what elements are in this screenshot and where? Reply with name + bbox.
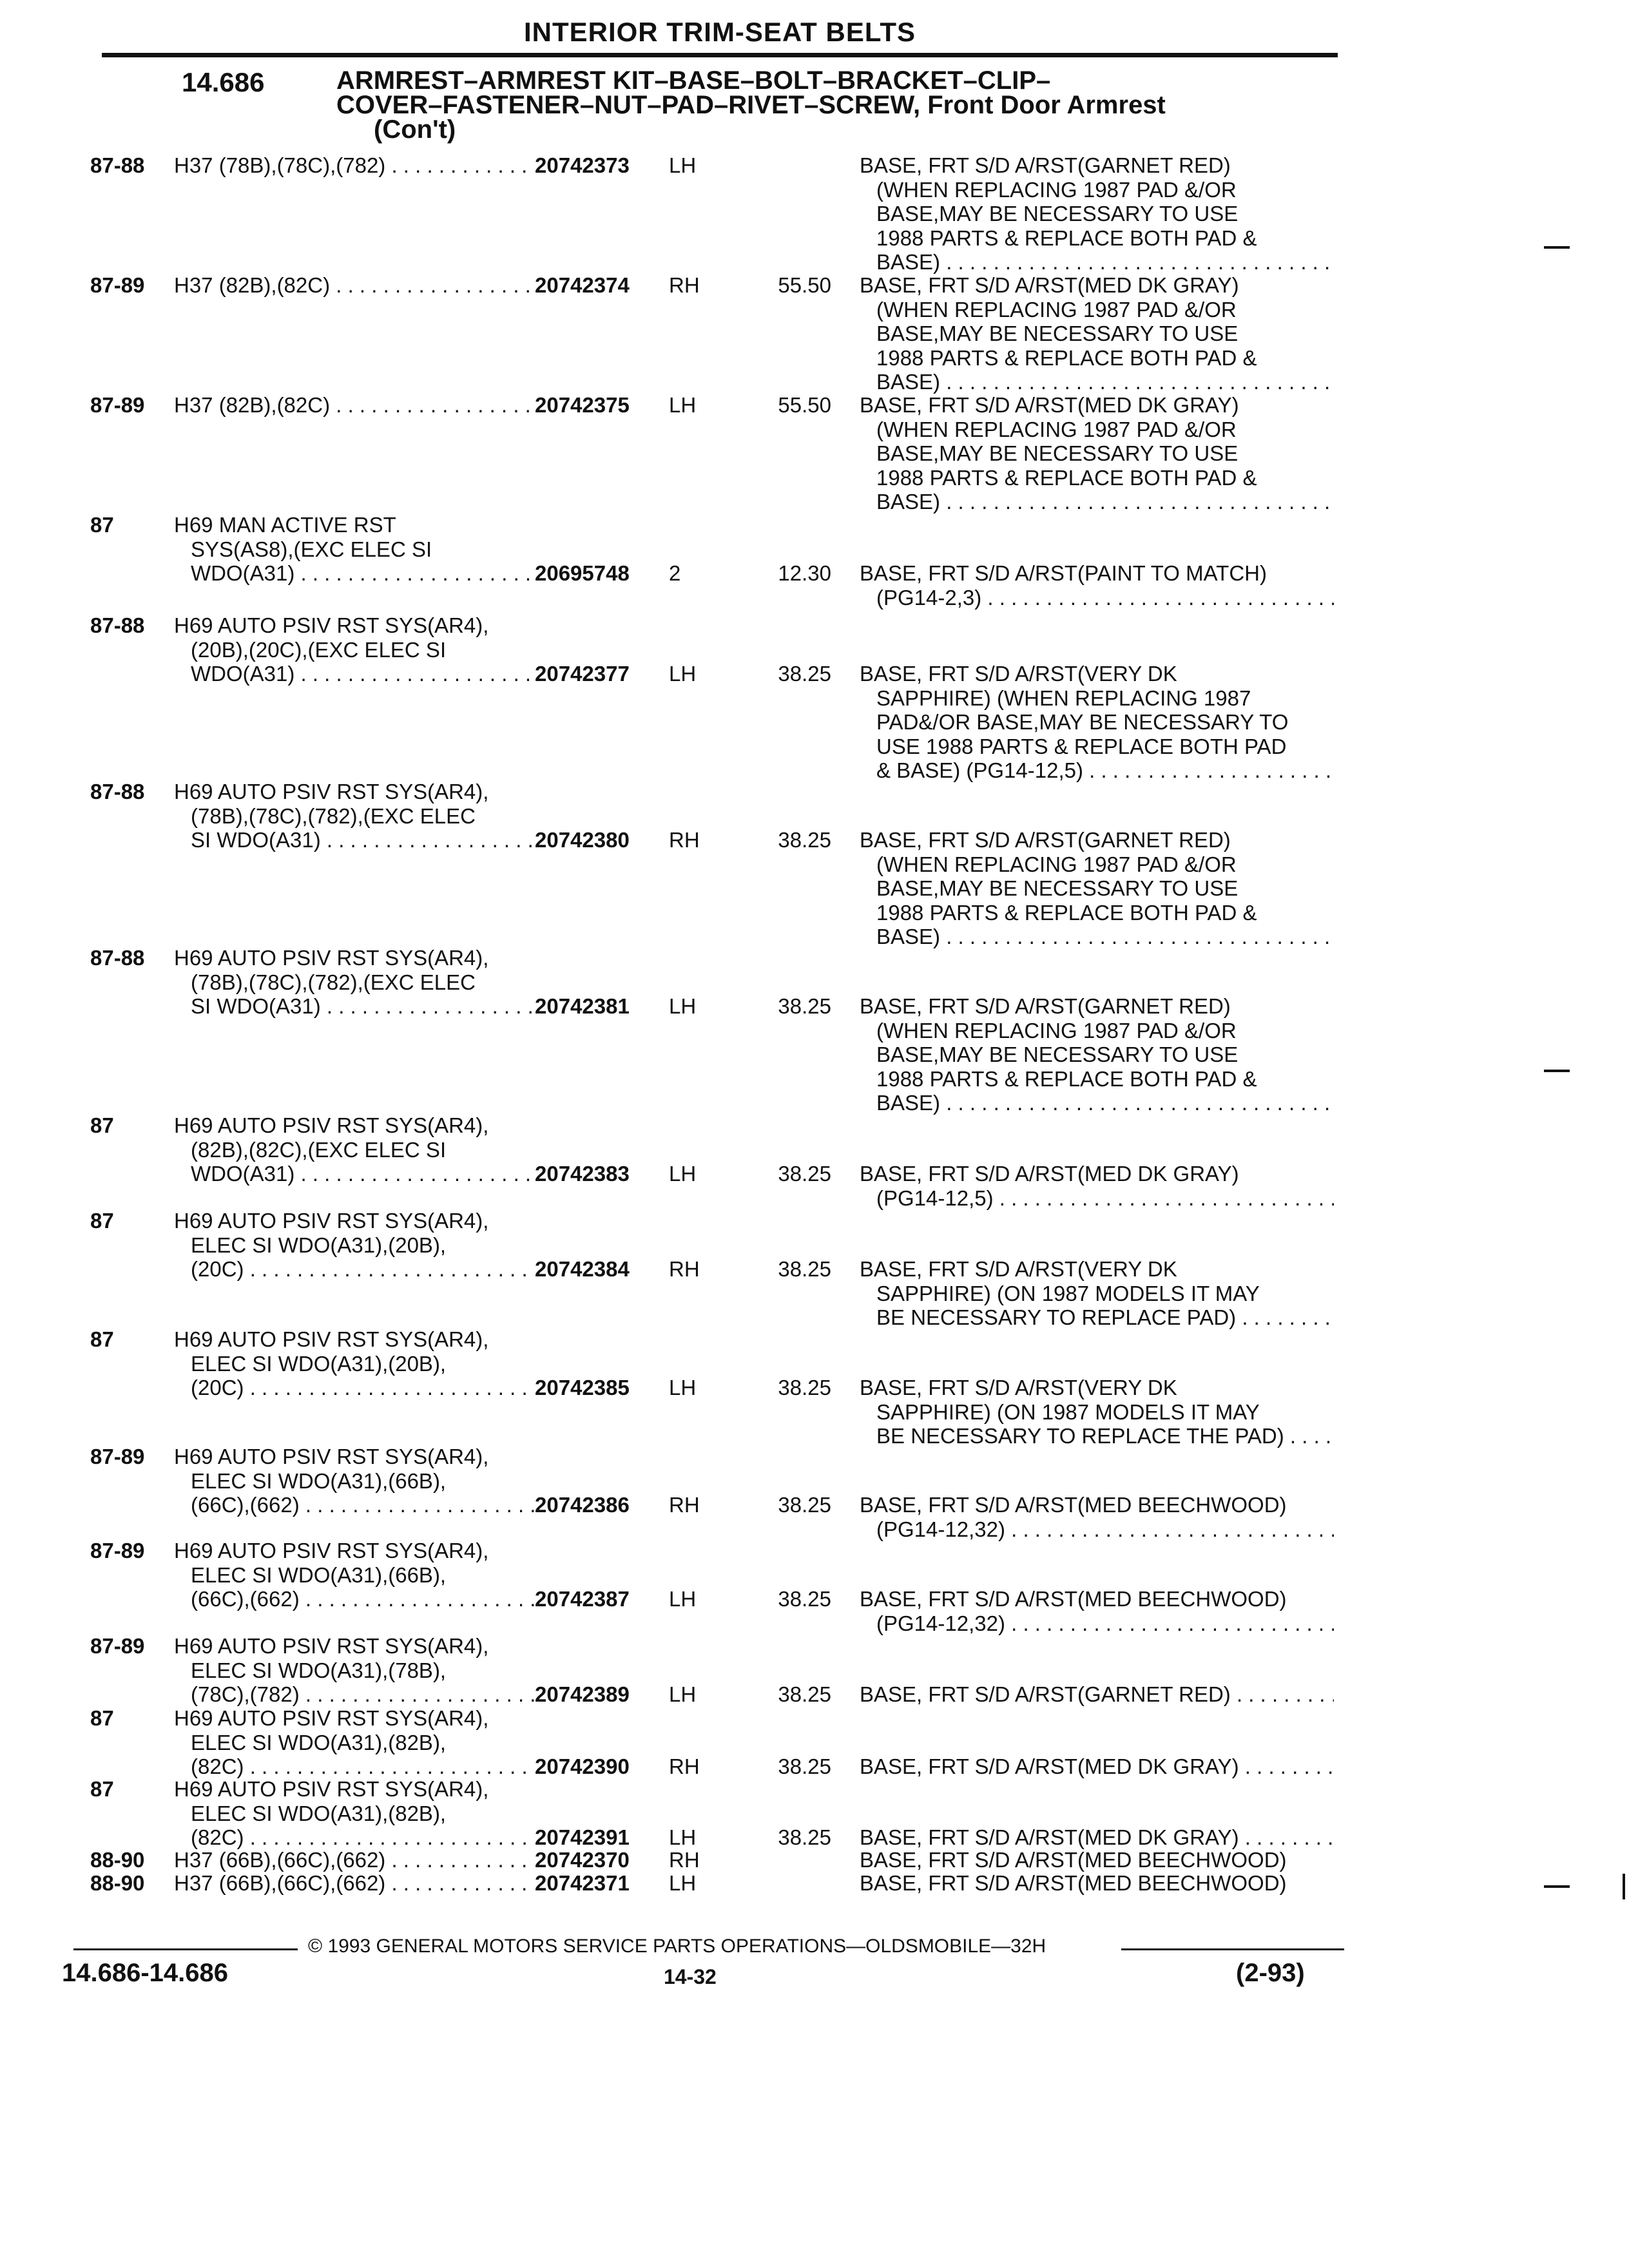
side-or-quantity: RH bbox=[669, 1257, 700, 1281]
side-or-quantity: LH bbox=[669, 153, 697, 177]
section-title-line-2: COVER–FASTENER–NUT–PAD–RIVET–SCREW, Front Door Armrest bbox=[336, 91, 1166, 119]
description-line: BASE, FRT S/D A/RST(GARNET RED) bbox=[860, 153, 1231, 177]
description-line: BASE, FRT S/D A/RST(MED DK GRAY) . . . bbox=[860, 1754, 1334, 1779]
side-or-quantity: LH bbox=[669, 994, 697, 1018]
part-description bbox=[860, 994, 1334, 1115]
part-number: 20742380 bbox=[535, 828, 630, 852]
side-or-quantity: RH bbox=[669, 1493, 700, 1517]
side-or-quantity: RH bbox=[669, 273, 700, 297]
part-description bbox=[860, 1682, 1334, 1707]
model-year: 87-88 bbox=[90, 613, 145, 637]
usage-line: H69 AUTO PSIV RST SYS(AR4), bbox=[174, 1634, 489, 1658]
usage-line: ELEC SI WDO(A31),(78B), bbox=[191, 1658, 447, 1682]
part-description bbox=[860, 1754, 1334, 1779]
description-line: (PG14-12,32) . . . bbox=[860, 1611, 1334, 1636]
description-line: BASE, FRT S/D A/RST(MED BEECHWOOD) bbox=[860, 1587, 1287, 1611]
part-number: 20742375 bbox=[535, 393, 630, 417]
part-number: 20742384 bbox=[535, 1257, 630, 1281]
model-year: 87 bbox=[90, 1209, 114, 1233]
description-line: BASE) . . . bbox=[860, 490, 1334, 514]
usage-line: (78C),(782) . . . bbox=[174, 1682, 535, 1707]
price: 38.25 bbox=[778, 1493, 831, 1517]
footer-page-number: 14-32 bbox=[664, 1965, 717, 1988]
description-line: BASE, FRT S/D A/RST(MED DK GRAY) bbox=[860, 393, 1239, 417]
usage-line: ELEC SI WDO(A31),(82B), bbox=[191, 1730, 447, 1754]
price: 38.25 bbox=[778, 994, 831, 1018]
usage-line: H37 (66B),(66C),(662) . . . bbox=[174, 1848, 535, 1872]
usage-description bbox=[174, 1634, 535, 1707]
description-line: BASE, FRT S/D A/RST(PAINT TO MATCH) bbox=[860, 561, 1267, 585]
usage-line: H69 AUTO PSIV RST SYS(AR4), bbox=[174, 946, 489, 970]
description-line: BASE, FRT S/D A/RST(MED BEECHWOOD) bbox=[860, 1848, 1287, 1872]
side-or-quantity: LH bbox=[669, 1871, 697, 1895]
part-description bbox=[860, 1257, 1334, 1330]
part-description bbox=[860, 1162, 1334, 1210]
description-line: SAPPHIRE) (ON 1987 MODELS IT MAY bbox=[876, 1399, 1260, 1424]
side-or-quantity: LH bbox=[669, 1162, 697, 1186]
usage-line: H69 AUTO PSIV RST SYS(AR4), bbox=[174, 1539, 489, 1562]
description-line: BASE, FRT S/D A/RST(GARNET RED) bbox=[860, 828, 1231, 852]
description-line: BASE, FRT S/D A/RST(MED DK GRAY) bbox=[860, 1162, 1239, 1186]
description-line: (WHEN REPLACING 1987 PAD &/OR bbox=[876, 177, 1237, 202]
description-line: SAPPHIRE) (WHEN REPLACING 1987 bbox=[876, 686, 1251, 710]
usage-description bbox=[174, 946, 535, 1019]
usage-line: ELEC SI WDO(A31),(20B), bbox=[191, 1351, 447, 1376]
footer-copyright: © 1993 GENERAL MOTORS SERVICE PARTS OPERATIONS—OLDSMOBILE—32H bbox=[308, 1936, 1046, 1957]
description-line: BASE, FRT S/D A/RST(GARNET RED) . . . bbox=[860, 1682, 1334, 1707]
usage-line: ELEC SI WDO(A31),(82B), bbox=[191, 1801, 447, 1825]
part-number: 20742383 bbox=[535, 1162, 630, 1186]
price: 55.50 bbox=[778, 393, 831, 417]
usage-line: (20C) . . . bbox=[174, 1257, 535, 1282]
usage-line: (82B),(82C),(EXC ELEC SI bbox=[191, 1137, 447, 1162]
usage-line: (78B),(78C),(782),(EXC ELEC bbox=[191, 803, 476, 828]
price: 55.50 bbox=[778, 273, 831, 297]
part-description bbox=[860, 1825, 1334, 1850]
price: 38.25 bbox=[778, 1754, 831, 1778]
side-or-quantity: LH bbox=[669, 1825, 697, 1849]
usage-description bbox=[174, 1706, 535, 1779]
description-line: BE NECESSARY TO REPLACE PAD) . . . bbox=[860, 1305, 1334, 1330]
usage-description bbox=[174, 1113, 535, 1186]
side-or-quantity: 2 bbox=[669, 561, 681, 585]
description-line: BASE,MAY BE NECESSARY TO USE bbox=[876, 876, 1239, 900]
description-line: (WHEN REPLACING 1987 PAD &/OR bbox=[876, 852, 1237, 876]
description-line: 1988 PARTS & REPLACE BOTH PAD & bbox=[876, 900, 1257, 925]
description-line: 1988 PARTS & REPLACE BOTH PAD & bbox=[876, 226, 1257, 250]
model-year: 87-89 bbox=[90, 273, 145, 297]
part-description bbox=[860, 1848, 1334, 1872]
usage-line: (82C) . . . bbox=[174, 1825, 535, 1850]
part-description bbox=[860, 1493, 1334, 1541]
model-year: 87 bbox=[90, 1706, 114, 1730]
margin-mark bbox=[1544, 246, 1570, 249]
usage-description bbox=[174, 393, 535, 418]
side-or-quantity: RH bbox=[669, 1754, 700, 1778]
section-title-line-3: (Con't) bbox=[374, 115, 456, 144]
model-year: 87 bbox=[90, 1327, 114, 1351]
price: 38.25 bbox=[778, 1682, 831, 1706]
footer-date: (2-93) bbox=[1236, 1959, 1305, 1987]
usage-line: (20C) . . . bbox=[174, 1376, 535, 1400]
part-description bbox=[860, 828, 1334, 949]
model-year: 88-90 bbox=[90, 1871, 145, 1895]
usage-line: ELEC SI WDO(A31),(20B), bbox=[191, 1233, 447, 1257]
description-line: SAPPHIRE) (ON 1987 MODELS IT MAY bbox=[876, 1281, 1260, 1305]
price: 38.25 bbox=[778, 662, 831, 686]
description-line: BE NECESSARY TO REPLACE THE PAD) . . . bbox=[860, 1424, 1334, 1448]
price: 38.25 bbox=[778, 1376, 831, 1399]
part-number: 20742387 bbox=[535, 1587, 630, 1611]
usage-description bbox=[174, 1327, 535, 1400]
margin-mark bbox=[1544, 1885, 1570, 1888]
part-description bbox=[860, 273, 1334, 394]
margin-mark bbox=[1544, 1070, 1570, 1072]
page-header: INTERIOR TRIM-SEAT BELTS bbox=[523, 17, 916, 47]
description-line: (PG14-12,32) . . . bbox=[860, 1517, 1334, 1542]
model-year: 87 bbox=[90, 513, 114, 537]
usage-line: SI WDO(A31) . . . bbox=[174, 828, 535, 852]
model-year: 87-89 bbox=[90, 1634, 145, 1658]
usage-description bbox=[174, 273, 535, 298]
usage-line: H69 AUTO PSIV RST SYS(AR4), bbox=[174, 780, 489, 803]
usage-line: (78B),(78C),(782),(EXC ELEC bbox=[191, 970, 476, 994]
usage-line: (66C),(662) . . . bbox=[174, 1587, 535, 1611]
usage-line: H69 AUTO PSIV RST SYS(AR4), bbox=[174, 1113, 489, 1137]
side-or-quantity: LH bbox=[669, 662, 697, 686]
price: 38.25 bbox=[778, 1587, 831, 1611]
description-line: 1988 PARTS & REPLACE BOTH PAD & bbox=[876, 345, 1257, 370]
description-line: BASE,MAY BE NECESSARY TO USE bbox=[876, 1043, 1239, 1066]
usage-line: H37 (78B),(78C),(782) . . . bbox=[174, 153, 535, 178]
part-number: 20742381 bbox=[535, 994, 630, 1018]
description-line: BASE, FRT S/D A/RST(MED DK GRAY) bbox=[860, 273, 1239, 297]
description-line: BASE,MAY BE NECESSARY TO USE bbox=[876, 202, 1239, 226]
section-number: 14.686 bbox=[182, 67, 265, 97]
usage-line: H69 AUTO PSIV RST SYS(AR4), bbox=[174, 1445, 489, 1468]
price: 38.25 bbox=[778, 1257, 831, 1281]
description-line: BASE,MAY BE NECESSARY TO USE bbox=[876, 322, 1239, 345]
part-description bbox=[860, 662, 1334, 783]
usage-line: ELEC SI WDO(A31),(66B), bbox=[191, 1562, 447, 1587]
description-line: BASE) . . . bbox=[860, 925, 1334, 949]
part-number: 20742373 bbox=[535, 153, 630, 177]
description-line: BASE, FRT S/D A/RST(VERY DK bbox=[860, 662, 1177, 686]
part-number: 20742385 bbox=[535, 1376, 630, 1399]
usage-description bbox=[174, 513, 535, 586]
usage-description bbox=[174, 1848, 535, 1872]
part-description bbox=[860, 1376, 1334, 1448]
part-number: 20695748 bbox=[535, 561, 630, 585]
description-line: BASE, FRT S/D A/RST(VERY DK bbox=[860, 1257, 1177, 1281]
footer-rule-left bbox=[73, 1948, 298, 1950]
model-year: 87-88 bbox=[90, 780, 145, 803]
usage-line: (82C) . . . bbox=[174, 1754, 535, 1779]
usage-description bbox=[174, 1445, 535, 1517]
side-or-quantity: LH bbox=[669, 1587, 697, 1611]
usage-line: WDO(A31) . . . bbox=[174, 561, 535, 586]
part-number: 20742390 bbox=[535, 1754, 630, 1778]
description-line: 1988 PARTS & REPLACE BOTH PAD & bbox=[876, 465, 1257, 490]
part-number: 20742389 bbox=[535, 1682, 630, 1706]
usage-line: H37 (82B),(82C) . . . bbox=[174, 273, 535, 298]
usage-line: WDO(A31) . . . bbox=[174, 662, 535, 686]
description-line: BASE, FRT S/D A/RST(VERY DK bbox=[860, 1376, 1177, 1399]
usage-line: H69 AUTO PSIV RST SYS(AR4), bbox=[174, 1706, 489, 1730]
part-number: 20742391 bbox=[535, 1825, 630, 1849]
description-line: USE 1988 PARTS & REPLACE BOTH PAD bbox=[876, 734, 1287, 758]
usage-line: (20B),(20C),(EXC ELEC SI bbox=[191, 637, 447, 662]
description-line: BASE) . . . bbox=[860, 250, 1334, 274]
description-line: & BASE) (PG14-12,5) . . . bbox=[860, 758, 1334, 783]
usage-line: WDO(A31) . . . bbox=[174, 1162, 535, 1186]
price: 38.25 bbox=[778, 828, 831, 852]
footer-rule-right bbox=[1121, 1948, 1344, 1950]
side-or-quantity: LH bbox=[669, 1376, 697, 1399]
side-or-quantity: RH bbox=[669, 1848, 700, 1872]
part-number: 20742371 bbox=[535, 1871, 630, 1895]
usage-line: H37 (66B),(66C),(662) . . . bbox=[174, 1871, 535, 1896]
usage-description bbox=[174, 1209, 535, 1282]
part-number: 20742386 bbox=[535, 1493, 630, 1517]
description-line: (WHEN REPLACING 1987 PAD &/OR bbox=[876, 297, 1237, 322]
description-line: 1988 PARTS & REPLACE BOTH PAD & bbox=[876, 1066, 1257, 1091]
model-year: 87-88 bbox=[90, 946, 145, 970]
part-description bbox=[860, 1871, 1334, 1896]
section-title-line-1: ARMREST–ARMREST KIT–BASE–BOLT–BRACKET–CLIP– bbox=[336, 66, 1051, 95]
description-line: BASE) . . . bbox=[860, 370, 1334, 394]
usage-line: H69 AUTO PSIV RST SYS(AR4), bbox=[174, 1209, 489, 1233]
usage-line: SI WDO(A31) . . . bbox=[174, 994, 535, 1019]
usage-description bbox=[174, 613, 535, 686]
part-number: 20742370 bbox=[535, 1848, 630, 1872]
model-year: 87-88 bbox=[90, 153, 145, 177]
part-description bbox=[860, 393, 1334, 514]
part-number: 20742377 bbox=[535, 662, 630, 686]
usage-description bbox=[174, 1871, 535, 1896]
footer-section-range: 14.686-14.686 bbox=[62, 1959, 229, 1987]
model-year: 87-89 bbox=[90, 393, 145, 417]
model-year: 87 bbox=[90, 1777, 114, 1801]
side-or-quantity: LH bbox=[669, 1682, 697, 1706]
usage-line: H37 (82B),(82C) . . . bbox=[174, 393, 535, 418]
usage-description bbox=[174, 1539, 535, 1611]
part-description bbox=[860, 153, 1334, 274]
side-or-quantity: RH bbox=[669, 828, 700, 852]
usage-description bbox=[174, 780, 535, 852]
usage-line: (66C),(662) . . . bbox=[174, 1493, 535, 1517]
part-number: 20742374 bbox=[535, 273, 630, 297]
part-description bbox=[860, 561, 1334, 610]
description-line: BASE, FRT S/D A/RST(MED BEECHWOOD) bbox=[860, 1493, 1287, 1517]
description-line: (PG14-12,5) . . . bbox=[860, 1186, 1334, 1211]
usage-description bbox=[174, 1777, 535, 1850]
description-line: BASE, FRT S/D A/RST(GARNET RED) bbox=[860, 994, 1231, 1018]
description-line: BASE, FRT S/D A/RST(MED DK GRAY) . . . bbox=[860, 1825, 1334, 1850]
description-line: (PG14-2,3) . . . bbox=[860, 586, 1334, 610]
model-year: 87 bbox=[90, 1113, 114, 1137]
side-or-quantity: LH bbox=[669, 393, 697, 417]
model-year: 87-89 bbox=[90, 1445, 145, 1468]
usage-line: H69 MAN ACTIVE RST bbox=[174, 513, 396, 537]
model-year: 88-90 bbox=[90, 1848, 145, 1872]
price: 38.25 bbox=[778, 1162, 831, 1186]
usage-line: SYS(AS8),(EXC ELEC SI bbox=[191, 537, 432, 561]
description-line: (WHEN REPLACING 1987 PAD &/OR bbox=[876, 1018, 1237, 1043]
edge-mark bbox=[1623, 1874, 1625, 1899]
usage-line: H69 AUTO PSIV RST SYS(AR4), bbox=[174, 613, 489, 637]
description-line: BASE,MAY BE NECESSARY TO USE bbox=[876, 441, 1239, 465]
description-line: BASE, FRT S/D A/RST(MED BEECHWOOD) bbox=[860, 1871, 1287, 1895]
part-description bbox=[860, 1587, 1334, 1635]
price: 38.25 bbox=[778, 1825, 831, 1849]
model-year: 87-89 bbox=[90, 1539, 145, 1562]
usage-line: H69 AUTO PSIV RST SYS(AR4), bbox=[174, 1777, 489, 1801]
usage-line: ELEC SI WDO(A31),(66B), bbox=[191, 1468, 447, 1493]
description-line: (WHEN REPLACING 1987 PAD &/OR bbox=[876, 417, 1237, 441]
price: 12.30 bbox=[778, 561, 831, 585]
description-line: BASE) . . . bbox=[860, 1091, 1334, 1115]
usage-line: H69 AUTO PSIV RST SYS(AR4), bbox=[174, 1327, 489, 1351]
usage-description bbox=[174, 153, 535, 178]
description-line: PAD&/OR BASE,MAY BE NECESSARY TO bbox=[876, 710, 1289, 734]
